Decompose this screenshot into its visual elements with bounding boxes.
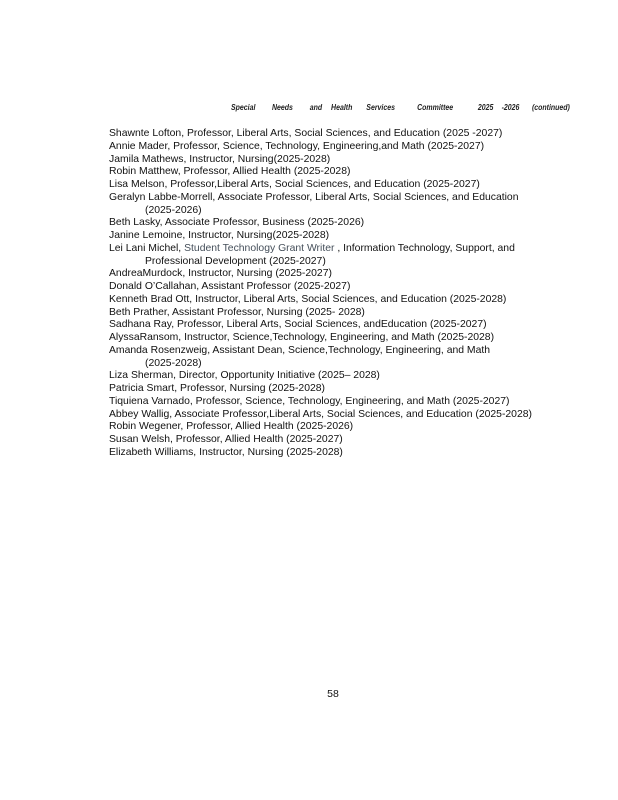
member-entry: AndreaMurdock, Instructor, Nursing (2025-2027) [109, 268, 332, 280]
member-entry: Annie Mader, Professor, Science, Technology, Engineering,and Math (2025-2027) [109, 140, 485, 152]
header-word: 2025 [477, 102, 494, 112]
header-word: Services [366, 102, 395, 112]
header-word: Needs [272, 102, 293, 112]
member-entry: Abbey Wallig, Associate Professor,Liberal Arts, Social Sciences, and Education (2025-2028) [109, 408, 532, 420]
member-name: Lei Lani Michel, [109, 242, 185, 254]
header-word: Health [331, 102, 353, 112]
member-entry: Donald O’Callahan, Assistant Professor (2025-2027) [109, 281, 351, 292]
header-word: and [309, 102, 323, 112]
member-entry: Kenneth Brad Ott, Instructor, Liberal Arts, Social Sciences, and Education (2025-2028) [109, 293, 507, 305]
header-word: -2026 [501, 102, 520, 112]
member-entry: Janine Lemoine, Instructor, Nursing(2025-2028) [109, 230, 330, 241]
header-word: Committee [417, 102, 454, 112]
member-entry: Patricia Smart, Professor, Nursing (2025-2028) [109, 383, 325, 394]
member-entry: Sadhana Ray, Professor, Liberal Arts, Social Sciences, andEducation (2025-2027) [109, 319, 487, 331]
member-entry: Jamila Mathews, Instructor, Nursing(2025-2028) [109, 153, 331, 165]
header-word: (continued) [531, 102, 570, 112]
member-entry: Robin Matthew, Professor, Allied Health (2025-2028) [109, 166, 351, 178]
member-entry-continuation: Professional Development (2025-2027) [145, 255, 326, 267]
member-role-highlight: Student Technology Grant Writer [184, 242, 335, 254]
member-entry: Liza Sherman, Director, Opportunity Initiative (2025– 2028) [109, 370, 380, 382]
header-word: Special [231, 102, 256, 112]
member-entry: Amanda Rosenzweig, Assistant Dean, Science,Technology, Engineering, and Math [109, 344, 491, 356]
page-number: 58 [327, 688, 339, 700]
member-list [109, 128, 579, 460]
member-entry: Beth Lasky, Associate Professor, Business (2025-2026) [109, 217, 365, 229]
member-entry-continuation: (2025-2026) [145, 204, 202, 216]
member-entry: Geralyn Labbe-Morrell, Associate Professor, Liberal Arts, Social Sciences, and Education [109, 191, 519, 203]
member-entry [109, 243, 579, 256]
committee-header [231, 102, 570, 114]
member-entry: Tiquiena Varnado, Professor, Science, Technology, Engineering, and Math (2025-2027) [109, 395, 510, 407]
member-entry: Elizabeth Williams, Instructor, Nursing (2025-2028) [109, 446, 343, 458]
member-entry: Shawnte Lofton, Professor, Liberal Arts, Social Sciences, and Education (2025 -2027) [109, 128, 503, 139]
member-entry: Lisa Melson, Professor,Liberal Arts, Social Sciences, and Education (2025-2027) [109, 179, 480, 190]
member-entry: Robin Wegener, Professor, Allied Health (2025-2026) [109, 421, 354, 433]
member-entry-continuation: (2025-2028) [145, 357, 202, 369]
member-entry: AlyssaRansom, Instructor, Science,Technology, Engineering, and Math (2025-2028) [109, 332, 495, 343]
member-entry: Susan Welsh, Professor, Allied Health (2025-2027) [109, 434, 343, 445]
member-entry: Beth Prather, Assistant Professor, Nursing (2025- 2028) [109, 306, 365, 318]
member-role: , Information Technology, Support, and [334, 242, 515, 254]
